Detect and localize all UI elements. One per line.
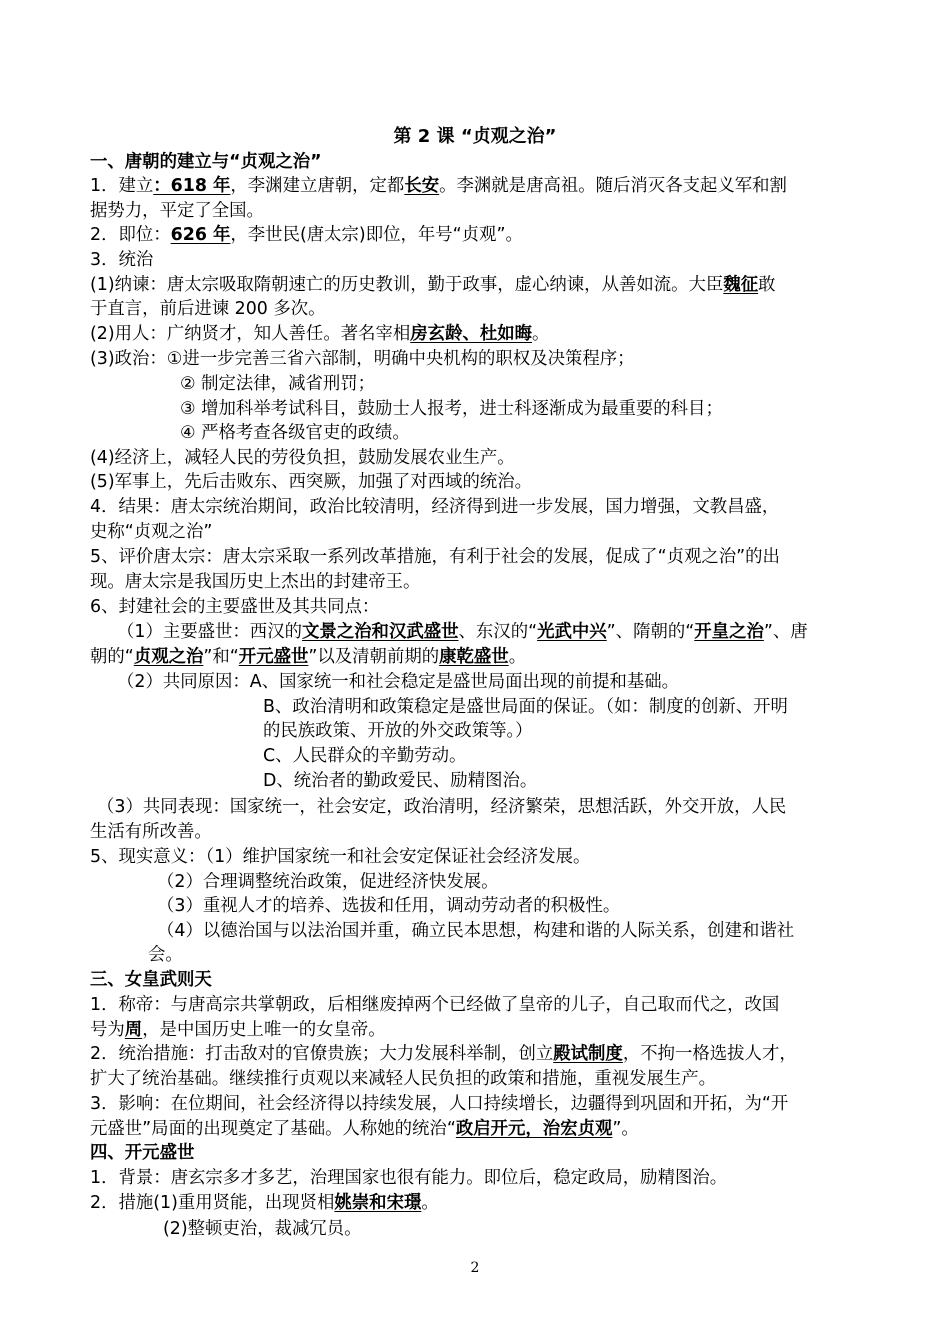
- key-term: 房玄龄、杜如晦: [410, 324, 533, 344]
- key-term: 开皇之治: [694, 622, 764, 642]
- key-term: 姚崇和宋璟: [334, 1193, 422, 1213]
- text-run: （2）合理调整统治政策，促进经济快发展。: [157, 872, 499, 892]
- text-run: 。: [508, 647, 527, 667]
- text-run: 史称“贞观之治”: [90, 522, 213, 542]
- text-run: ”以及清朝前期的: [308, 647, 440, 667]
- text-run: 据势力，平定了全国。: [90, 201, 264, 221]
- text-line: [90, 545, 780, 569]
- text-line: [90, 820, 212, 844]
- text-run: 5、评价唐太宗：唐太宗采取一系列改革措施，有利于社会的发展，促成了“贞观之治”的出: [90, 547, 780, 567]
- text-run: B、政治清明和政策稳定是盛世局面的保证。（如：制度的创新、开明: [263, 697, 788, 717]
- text-run: 、东汉的“: [458, 622, 538, 642]
- text-line: [90, 1191, 439, 1215]
- text-line: [90, 520, 212, 544]
- text-run: ”。: [612, 1119, 639, 1139]
- key-term: 周: [124, 1020, 143, 1040]
- text-line: [90, 1092, 788, 1116]
- text-run: ，是中国历史上唯一的女皇帝。: [142, 1020, 386, 1040]
- text-run: 生活有所改善。: [90, 822, 212, 842]
- text-run: 1．建立: [90, 176, 154, 196]
- text-line: [90, 1018, 386, 1042]
- text-line: [263, 744, 466, 768]
- key-term: 殿试制度: [553, 1044, 623, 1064]
- text-line: [90, 570, 420, 594]
- text-line: [148, 943, 183, 967]
- key-term: 贞观之治: [133, 647, 204, 667]
- text-line: [180, 421, 410, 445]
- text-run: ”、隋朝的“: [606, 622, 695, 642]
- text-run: (2)整顿吏治，裁减冗员。: [163, 1219, 362, 1239]
- text-line: [263, 769, 537, 793]
- text-run: （1）主要盛世：西汉的: [117, 622, 302, 642]
- text-run: ④ 严格考查各级官吏的政绩。: [180, 423, 410, 443]
- text-line: [90, 297, 326, 321]
- text-line: [90, 1067, 716, 1091]
- text-run: ，不拘一格选拔人才，: [622, 1044, 797, 1064]
- text-run: 。李渊就是唐高祖。随后消灭各支起义军和割: [439, 176, 787, 196]
- text-run: ”、唐: [763, 622, 808, 642]
- text-run: （3）重视人才的培养、选拔和任用，调动劳动者的积极性。: [157, 896, 621, 916]
- text-line: [90, 1117, 639, 1141]
- section-heading: [90, 968, 212, 992]
- text-run: （2）共同原因：A、国家统一和社会稳定是盛世局面出现的前提和基础。: [117, 672, 680, 692]
- text-run: 四、开元盛世: [90, 1143, 195, 1163]
- text-run: ”和“: [203, 647, 239, 667]
- text-line: [90, 322, 549, 346]
- text-line: [90, 595, 379, 619]
- text-line: [157, 870, 499, 894]
- text-run: (3)政治：①进一步完善三省六部制，明确中央机构的职权及决策程序；: [90, 349, 635, 369]
- text-line: [90, 347, 635, 371]
- text-line: [90, 1042, 797, 1066]
- text-line: [90, 248, 153, 272]
- page-title: 第 2 课 “贞观之治”: [393, 126, 557, 147]
- text-run: 3．统治: [90, 250, 154, 270]
- text-run: ，李世民(唐太宗)即位，年号“贞观”。: [230, 225, 523, 245]
- text-line: [263, 695, 788, 719]
- text-line: [180, 372, 375, 396]
- section-heading: [90, 1141, 194, 1165]
- text-run: ② 制定法律，减省刑罚；: [180, 374, 376, 394]
- text-line: [157, 919, 794, 943]
- key-term: 文景之治和汉武盛世: [301, 622, 459, 642]
- text-run: （3）共同表现：国家统一，社会安定，政治清明，经济繁荣，思想活跃，外交开放，人民: [97, 797, 787, 817]
- text-run: 扩大了统治基础。继续推行贞观以来减轻人民负担的政策和措施，重视发展生产。: [90, 1069, 717, 1089]
- text-line: [90, 1166, 727, 1190]
- text-line: [117, 620, 808, 644]
- text-line: [90, 845, 590, 869]
- text-run: (4)经济上，减轻人民的劳役负担，鼓励发展农业生产。: [90, 448, 515, 468]
- text-line: [97, 795, 786, 819]
- text-line: [263, 719, 533, 743]
- text-run: (5)军事上，先后击败东、西突厥，加强了对西域的统治。: [90, 472, 533, 492]
- text-run: ，李渊建立唐朝，定都: [230, 176, 405, 196]
- key-term: 光武中兴: [537, 622, 607, 642]
- text-run: 2．统治措施：打击敌对的官僚贵族；大力发展科举制，创立: [90, 1044, 554, 1064]
- text-line: [163, 1217, 362, 1241]
- text-line: [90, 223, 523, 247]
- text-run: C、人民群众的辛勤劳动。: [263, 746, 467, 766]
- text-run: 6、封建社会的主要盛世及其共同点：: [90, 597, 380, 617]
- text-run: 3．影响：在位期间，社会经济得以持续发展，人口持续增长，边疆得到巩固和开拓，为“开: [90, 1094, 789, 1114]
- text-run: （4）以德治国与以法治国并重，确立民本思想，构建和谐的人际关系，创建和谐社: [157, 921, 795, 941]
- text-run: (2)用人：广纳贤才，知人善任。著名宰相: [90, 324, 411, 344]
- key-term: 政启开元，治宏贞观: [455, 1119, 613, 1139]
- text-run: 会。: [148, 945, 183, 965]
- text-line: [157, 894, 620, 918]
- text-run: 朝的“: [90, 647, 134, 667]
- text-line: [90, 446, 515, 470]
- text-line: [117, 670, 679, 694]
- key-term: ：618 年: [153, 176, 231, 196]
- key-term: 开元盛世: [238, 647, 309, 667]
- text-run: (1)纳谏：唐太宗吸取隋朝速亡的历史教训，勤于政事，虚心纳谏，从善如流。大臣: [90, 275, 724, 295]
- text-line: [90, 993, 779, 1017]
- text-line: [90, 645, 526, 669]
- text-run: 元盛世”局面的出现奠定了基础。人称她的统治“: [90, 1119, 456, 1139]
- text-run: 敢: [758, 275, 776, 295]
- text-run: 5、现实意义：（1）维护国家统一和社会安定保证社会经济发展。: [90, 847, 591, 867]
- text-line: [90, 199, 264, 223]
- text-line: [90, 495, 779, 519]
- text-run: 于直言，前后进谏 200 多次。: [90, 299, 326, 319]
- text-run: D、统治者的勤政爱民、励精图治。: [263, 771, 538, 791]
- text-run: 1．背景：唐玄宗多才多艺，治理国家也很有能力。即位后，稳定政局，励精图治。: [90, 1168, 728, 1188]
- page-number: 2: [470, 1260, 480, 1276]
- text-run: 三、女皇武则天: [90, 970, 212, 990]
- text-run: 。: [421, 1193, 439, 1213]
- text-run: 2．措施(1)重用贤能，出现贤相: [90, 1193, 335, 1213]
- text-run: ③ 增加科举考试科目，鼓励士人报考，进士科逐渐成为最重要的科目；: [180, 399, 723, 419]
- text-line: [90, 273, 776, 297]
- key-term: 康乾盛世: [439, 647, 509, 667]
- text-run: 的民族政策、开放的外交政策等。）: [263, 721, 533, 741]
- text-run: 4．结果：唐太宗统治期间，政治比较清明，经济得到进一步发展，国力增强，文教昌盛，: [90, 497, 780, 517]
- text-run: 2．即位：: [90, 225, 171, 245]
- key-term: 626 年: [170, 225, 231, 245]
- text-line: [180, 397, 723, 421]
- text-run: 现。唐太宗是我国历史上杰出的封建帝王。: [90, 572, 421, 592]
- key-term: 长安: [404, 176, 440, 196]
- text-run: 号为: [90, 1020, 125, 1040]
- text-line: [90, 174, 787, 198]
- section-heading: [90, 150, 322, 174]
- text-run: 一、唐朝的建立与“贞观之治”: [90, 152, 322, 172]
- text-run: 。: [532, 324, 550, 344]
- text-run: 1．称帝：与唐高宗共掌朝政，后相继废掉两个已经做了皇帝的儿子，自己取而代之，改国: [90, 995, 780, 1015]
- key-term: 魏征: [723, 275, 759, 295]
- text-line: [90, 470, 532, 494]
